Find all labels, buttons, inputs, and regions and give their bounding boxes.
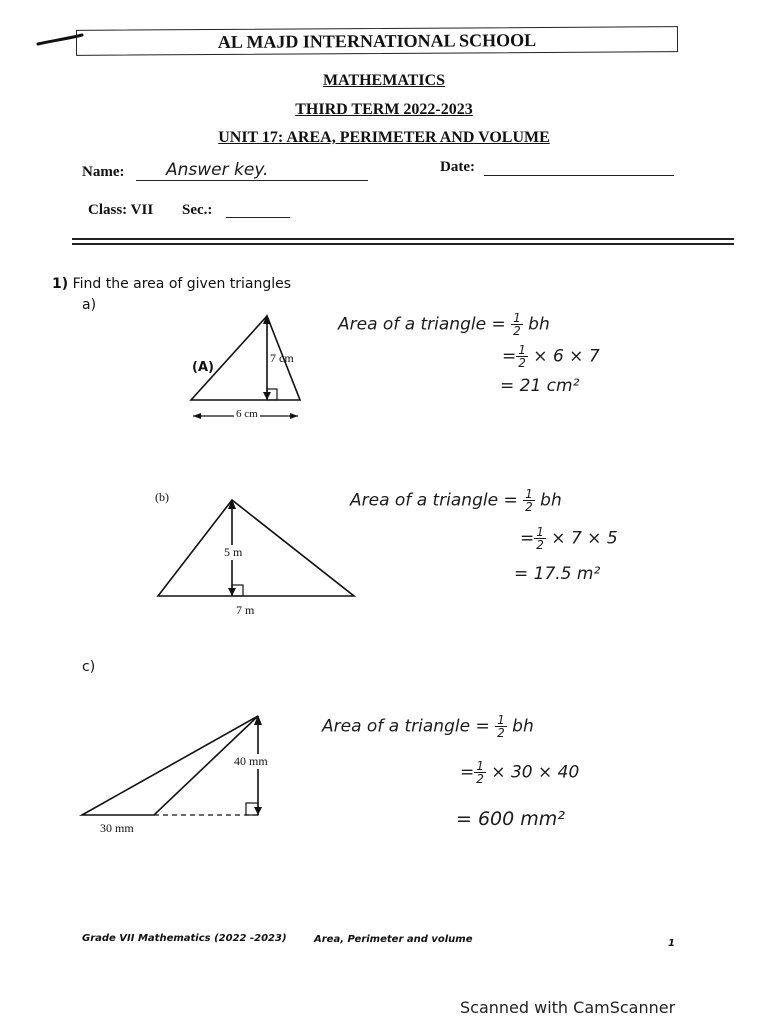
- date-field[interactable]: [484, 158, 674, 176]
- solution-b-result: = 17.5 m²: [514, 564, 601, 584]
- subject-title: MATHEMATICS: [322, 72, 446, 89]
- question-1: [52, 276, 291, 292]
- part-c-label: c): [82, 659, 96, 675]
- footer-course: Grade VII Mathematics (2022 -2023): [82, 933, 287, 944]
- divider-line-bottom: [72, 243, 734, 245]
- solution-b-step: = $\frac{1}{2}$ × 7 × 5: [520, 525, 618, 552]
- footer-page-number: 1: [668, 938, 675, 949]
- solution-b-formula: Area of a triangle = $\frac{1}{2}$ bh: [350, 487, 562, 514]
- solution-c-result: = 600 mm²: [456, 808, 565, 830]
- date-label: Date:: [440, 159, 475, 175]
- solution-a-step: = $\frac{1}{2}$ × 6 × 7: [502, 343, 600, 370]
- triangle-b-height: 5 m: [224, 545, 243, 559]
- school-name: AL MAJD INTERNATIONAL SCHOOL: [76, 26, 678, 56]
- solution-c-formula: Area of a triangle = $\frac{1}{2}$ bh: [322, 713, 534, 740]
- half-fraction: $\frac{1}{2}$: [513, 311, 521, 338]
- part-b-label: (b): [155, 490, 169, 504]
- divider-line-top: [72, 238, 734, 240]
- triangle-b-base: 7 m: [236, 603, 255, 617]
- name-label: Name:: [82, 164, 125, 180]
- solution-a-formula: Area of a triangle = $\frac{1}{2}$ bh: [338, 311, 550, 338]
- unit-title: UNIT 17: AREA, PERIMETER AND VOLUME: [218, 129, 550, 146]
- triangle-c-base: 30 mm: [100, 821, 134, 835]
- question-number: 1): [52, 276, 69, 292]
- class-label: Class: VII: [88, 202, 154, 218]
- term-title: THIRD TERM 2022-2023: [295, 101, 473, 118]
- question-text: Find the area of given triangles: [72, 276, 292, 292]
- triangle-c-height: 40 mm: [234, 754, 268, 768]
- solution-a-result: = 21 cm²: [500, 376, 580, 396]
- triangle-b-figure: [150, 494, 360, 604]
- sec-label: Sec.:: [182, 202, 213, 218]
- figure-a-tag: (A): [192, 360, 214, 375]
- name-value: Answer key.: [166, 160, 269, 180]
- triangle-a-height: 7 cm: [270, 351, 294, 365]
- triangle-a-base: 6 cm: [236, 408, 258, 420]
- part-a-label: a): [82, 297, 97, 313]
- sec-field[interactable]: [226, 200, 290, 218]
- name-field[interactable]: [136, 162, 368, 181]
- footer-topic: Area, Perimeter and volume: [314, 934, 473, 945]
- camscanner-watermark: Scanned with CamScanner: [460, 998, 676, 1017]
- solution-c-step: = $\frac{1}{2}$ × 30 × 40: [460, 759, 580, 786]
